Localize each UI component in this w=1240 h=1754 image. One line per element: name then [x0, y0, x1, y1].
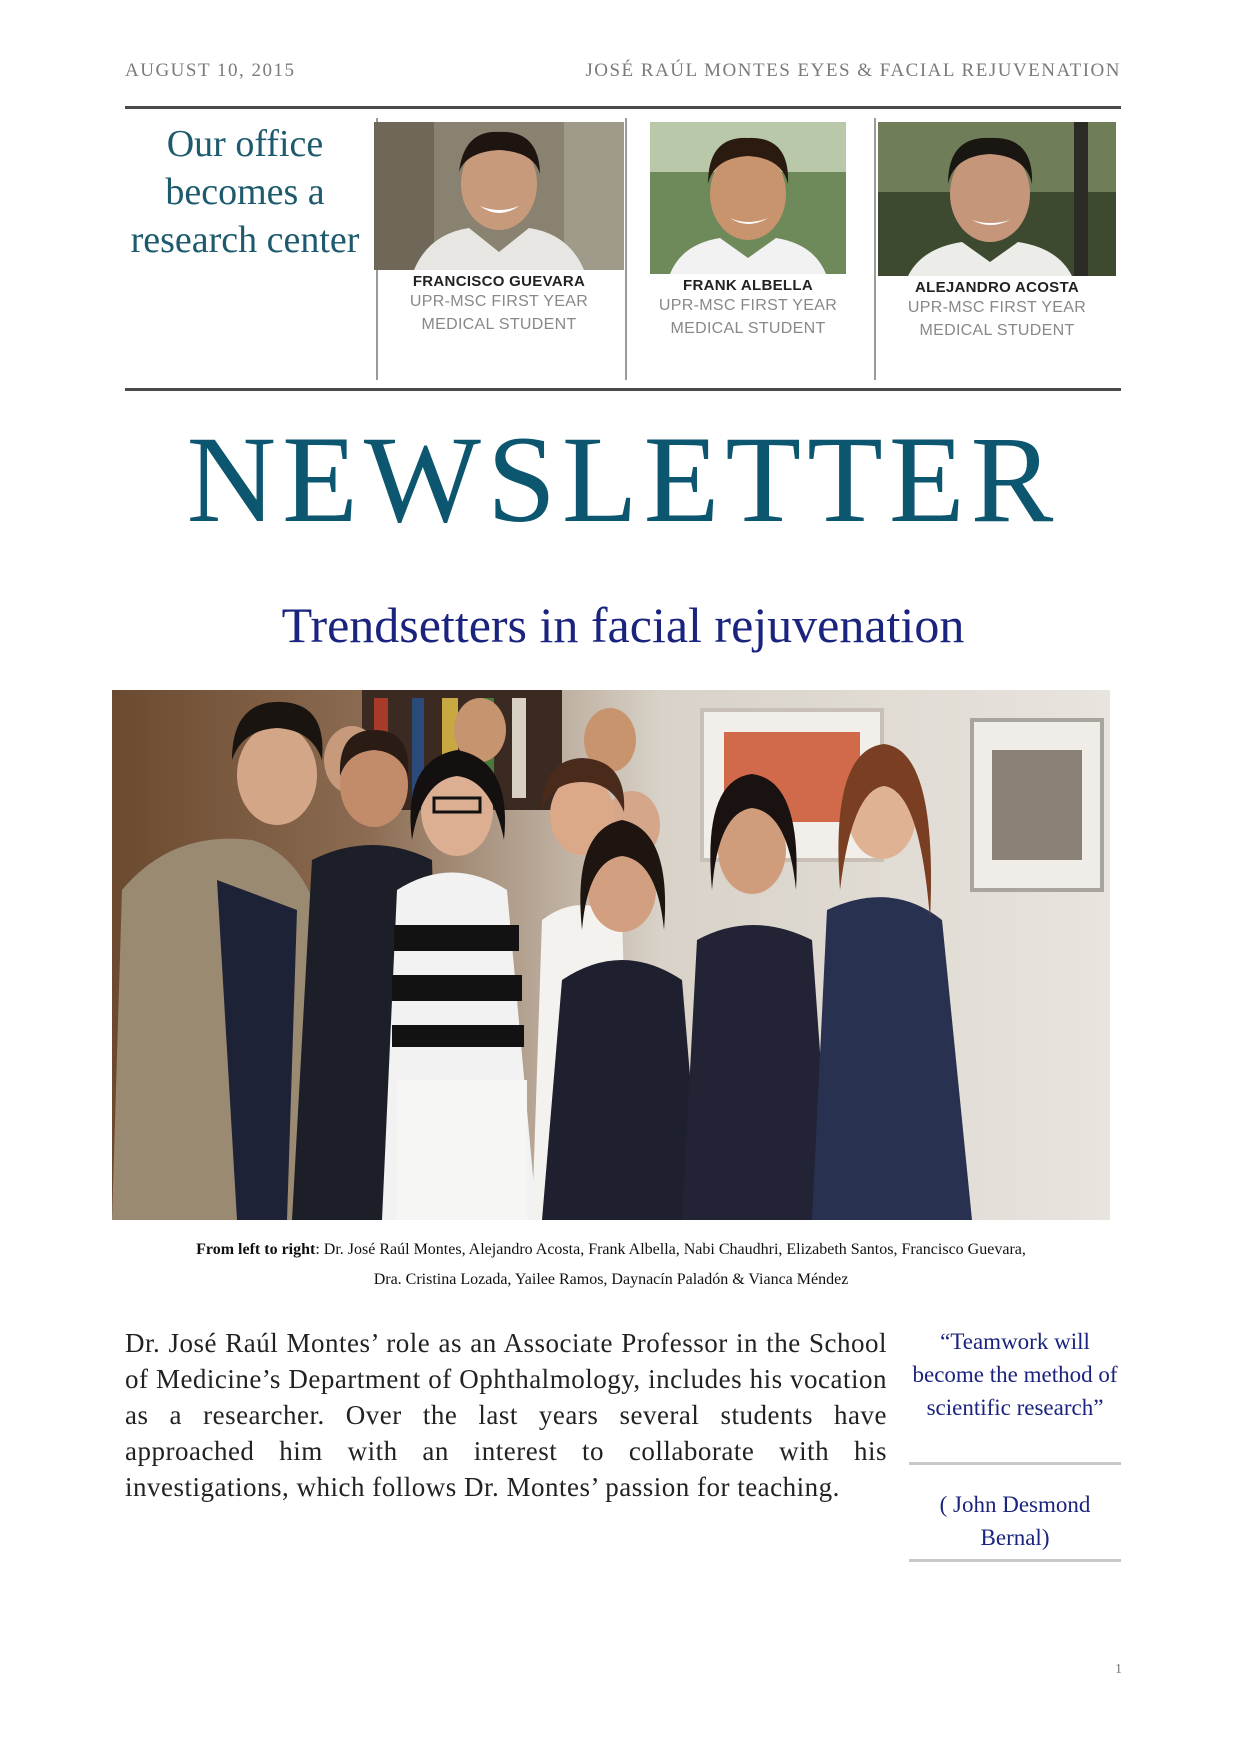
publisher-name: JOSÉ RAÚL MONTES EYES & FACIAL REJUVENATION: [585, 60, 1121, 81]
student-role-line2: MEDICAL STUDENT: [421, 316, 577, 333]
pull-quote: “Teamwork will become the method of scientific research”: [912, 1329, 1118, 1420]
student-photo: [650, 122, 846, 274]
header-divider: [125, 106, 1121, 109]
student-role-line2: MEDICAL STUDENT: [670, 320, 826, 337]
caption-lead: From left to right: [196, 1241, 316, 1258]
caption-line2: Dra. Cristina Lozada, Yailee Ramos, Daynacín Paladón & Vianca Méndez: [373, 1271, 849, 1288]
student-role-line1: UPR-MSC FIRST YEAR: [658, 297, 838, 314]
issue-date: AUGUST 10, 2015: [125, 60, 296, 81]
student-role-line1: UPR-MSC FIRST YEAR: [907, 299, 1087, 316]
student-name: ALEJANDRO ACOSTA: [915, 279, 1079, 296]
student-name: FRANK ALBELLA: [683, 277, 813, 294]
student-card-frank: [623, 122, 873, 340]
student-card-alejandro: [872, 122, 1122, 342]
quote-divider: [909, 1462, 1121, 1465]
newsletter-masthead: NEWSLETTER: [186, 411, 1060, 548]
article-body: Dr. José Raúl Montes’ role as an Associate Professor in the School of Medicine’s Department of Ophthalmology, includes his vocation as a researcher. Over the last years several students have approached him with an interest to collaborate with his investigations, which follows Dr. Montes’ passion for teaching.: [125, 1328, 887, 1502]
student-photo: [878, 122, 1116, 276]
student-role-line1: UPR-MSC FIRST YEAR: [409, 293, 589, 310]
team-group-photo: [112, 690, 1110, 1220]
page-number: 1: [1115, 1662, 1122, 1677]
feature-title: Our office becomes a research center: [130, 123, 360, 261]
student-card-francisco: [374, 122, 624, 336]
quote-author: ( John Desmond Bernal): [939, 1492, 1091, 1550]
photo-caption: [112, 1235, 1110, 1295]
student-photo: [374, 122, 624, 270]
newsletter-subtitle: Trendsetters in facial rejuvenation: [281, 597, 965, 653]
student-name: FRANCISCO GUEVARA: [412, 273, 586, 290]
student-role-line2: MEDICAL STUDENT: [919, 322, 1075, 339]
quote-divider: [909, 1559, 1121, 1562]
caption-line1: : Dr. José Raúl Montes, Alejandro Acosta, Frank Albella, Nabi Chaudhri, Elizabeth Santos, Francisco Guevara,: [315, 1241, 1026, 1258]
feature-divider: [125, 388, 1121, 391]
